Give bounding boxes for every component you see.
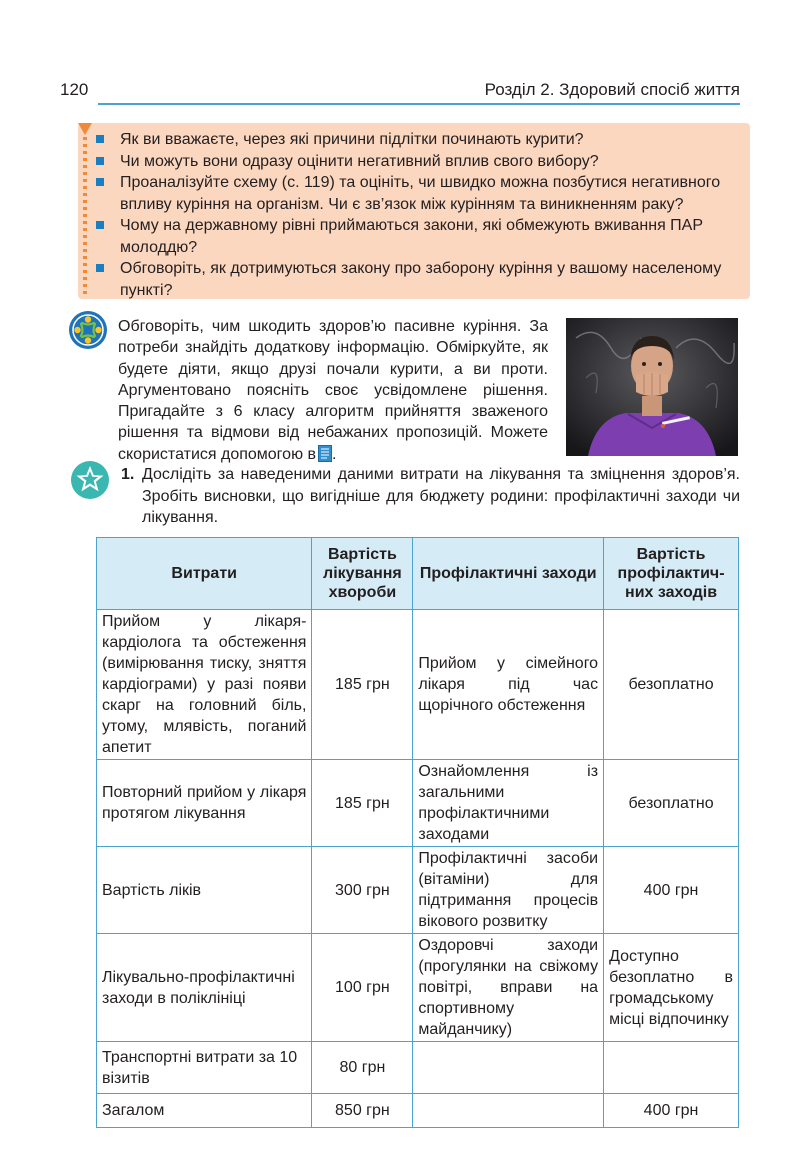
header-rule <box>98 103 740 105</box>
question-text: Проаналізуйте схему (с. 119) та оцініть, чи швидко можна позбутися негативного впливу куріння на організм. Чи є зв’язок між курінням та виникненням раку? <box>120 174 721 213</box>
table-cell: 100 грн <box>312 934 413 1042</box>
smoking-photo <box>566 318 738 456</box>
questions-list <box>96 129 742 301</box>
square-bullet-icon <box>96 264 104 272</box>
discussion-end: . <box>332 445 337 463</box>
question-item <box>96 172 742 215</box>
task-star-icon <box>70 460 110 500</box>
table-cell: Лікувально-профілактичні заходи в поліклініці <box>97 934 312 1042</box>
square-bullet-icon <box>96 221 104 229</box>
table-row <box>97 610 739 760</box>
questions-box <box>78 123 750 299</box>
table-cell <box>413 1094 604 1128</box>
table-cell: Транспортні витрати за 10 візитів <box>97 1042 312 1094</box>
table-cell <box>413 1042 604 1094</box>
table-row <box>97 847 739 934</box>
box-marker <box>78 123 92 135</box>
table-cell: 80 грн <box>312 1042 413 1094</box>
table-row <box>97 934 739 1042</box>
discussion-group-icon <box>68 310 108 350</box>
table-cell: Доступно безоплатно в громадському місці відпочинку <box>604 934 739 1042</box>
task-number: 1. <box>121 466 135 483</box>
discussion-text: Обговоріть, чим шкодить здоров’ю пасивне куріння. За потреби знайдіть додаткову інформацію. Обміркуйте, як будете діяти, якщо друзі почали курити, а ви проти. Аргументовано поясніть своє усвідомлене рішення. Пригадайте з 6 класу алгоритм прийняття зваженого рішення та відмови від небажаних пропозицій. Можете скористатися допомогою в <box>118 318 548 463</box>
table-cell: 300 грн <box>312 847 413 934</box>
square-bullet-icon <box>96 178 104 186</box>
question-text: Чому на державному рівні приймаються закони, які обмежують вживання ПАР молоддю? <box>120 217 704 256</box>
table-cell <box>604 1042 739 1094</box>
table-cell: безоплатно <box>604 610 739 760</box>
table-cell: 185 грн <box>312 610 413 760</box>
task-text: Дослідіть за наведеними даними витрати на лікування та зміцнення здоров’я. Зробіть висновки, що вигідніше для бюджету родини: профілактичні заходи чи лікування. <box>142 466 740 526</box>
book-icon <box>318 445 332 462</box>
table-cell: 400 грн <box>604 1094 739 1128</box>
table-cell: Профілактичні засоби (вітаміни) для підтримання процесів вікового розвитку <box>413 847 604 934</box>
table-cell: 850 грн <box>312 1094 413 1128</box>
question-item <box>96 129 742 151</box>
column-header: Вартість профілактичних заходів <box>604 538 739 610</box>
question-item <box>96 151 742 173</box>
discussion-paragraph <box>118 316 548 465</box>
box-dotted-strip <box>83 137 87 297</box>
costs-table <box>96 537 739 1128</box>
question-text: Як ви вважаєте, через які причини підлітки починають курити? <box>120 131 584 148</box>
column-header: Профілактичні заходи <box>413 538 604 610</box>
table-cell: Загалом <box>97 1094 312 1128</box>
table-row <box>97 760 739 847</box>
square-bullet-icon <box>96 135 104 143</box>
question-item <box>96 215 742 258</box>
table-cell: Ознайомлення із загальними профілактичними заходами <box>413 760 604 847</box>
table-cell: Повторний прийом у лікаря протягом лікування <box>97 760 312 847</box>
question-text: Обговоріть, як дотримуються закону про заборону куріння у вашому населеному пункті? <box>120 260 722 299</box>
page-header <box>60 80 740 106</box>
table-cell: Прийом у лікаря-кардіолога та обстеження (вимірювання тиску, зняття кардіограми) у разі появи скарг на головний біль, утому, млявість, поганий апетит <box>97 610 312 760</box>
section-title: Розділ 2. Здоровий спосіб життя <box>484 80 740 99</box>
table-cell: Вартість ліків <box>97 847 312 934</box>
question-text: Чи можуть вони одразу оцінити негативний вплив свого вибору? <box>120 152 599 170</box>
table-row <box>97 1042 739 1094</box>
table-row <box>97 1094 739 1128</box>
column-header: Вартість лікування хвороби <box>312 538 413 610</box>
table-cell: 400 грн <box>604 847 739 934</box>
question-item <box>96 258 742 301</box>
table-header-row <box>97 538 739 610</box>
page-number: 120 <box>60 80 89 99</box>
table-cell: Прийом у сімейного лікаря під час щорічного обстеження <box>413 610 604 760</box>
square-bullet-icon <box>96 157 104 165</box>
table-cell: 185 грн <box>312 760 413 847</box>
table-cell: Оздоровчі заходи (прогулянки на свіжому повітрі, вправи на спортивному майданчику) <box>413 934 604 1042</box>
column-header: Витрати <box>97 538 312 610</box>
table-cell: безоплатно <box>604 760 739 847</box>
